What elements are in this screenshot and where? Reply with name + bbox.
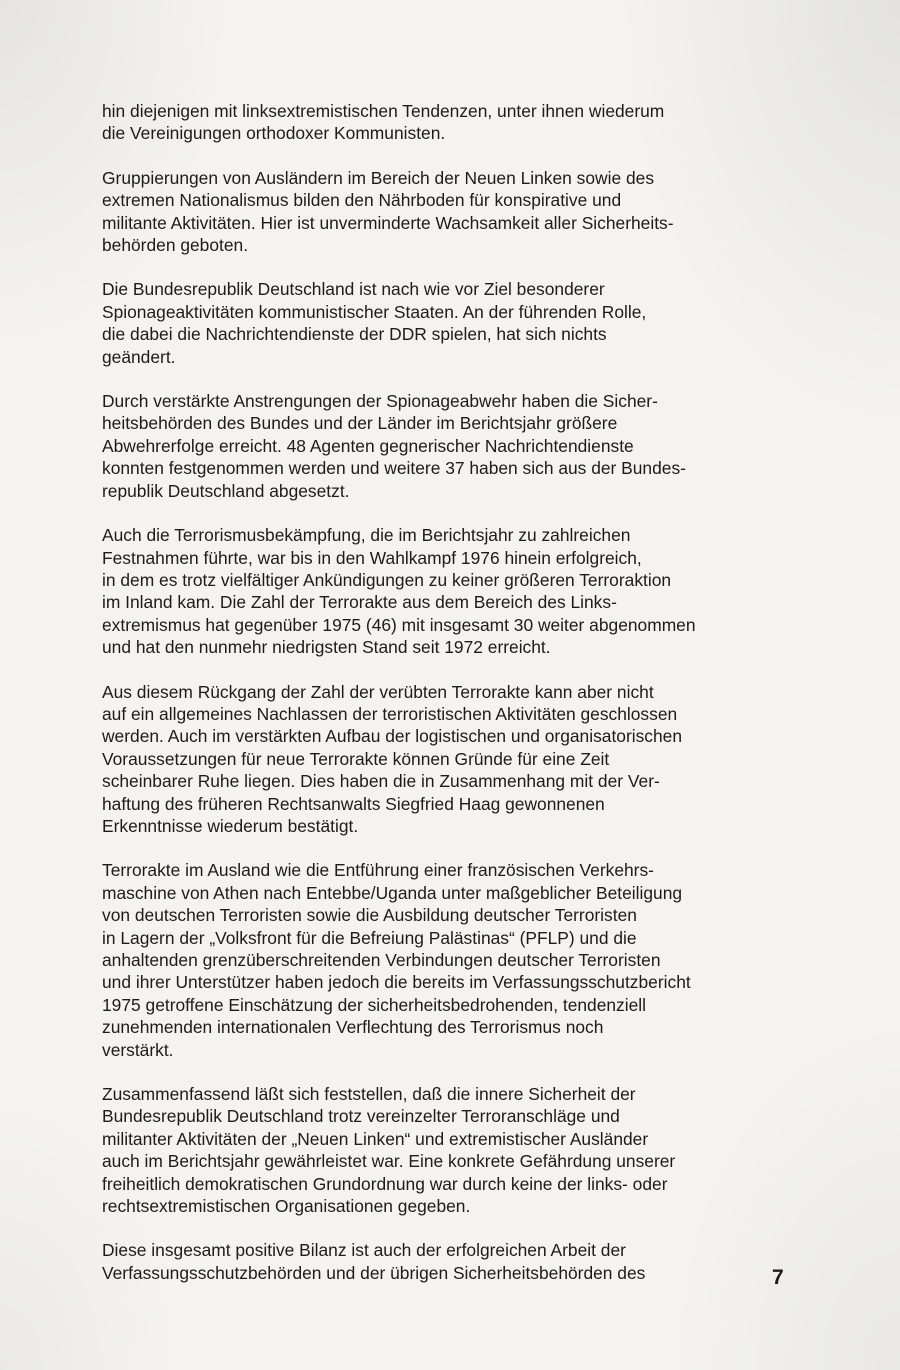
paragraph-3: Die Bundesrepublik Deutschland ist nach wie vor Ziel besonderer Spionageaktivitäten kommunistischer Staaten. An der führenden Rolle, die dabei die Nachrichtendienste der DDR spielen, hat sich nichts geändert. <box>102 279 647 367</box>
paragraph-6: Aus diesem Rückgang der Zahl der verübten Terrorakte kann aber nicht auf ein allgemeines Nachlassen der terroristischen Aktivitäten geschlossen werden. Auch im verstärkten Aufbau der logistischen und organisatorischen Voraussetzungen für neue Terrorakte können Gründe für eine Zeit scheinbarer Ruhe liegen. Dies haben die in Zusammenhang mit der Ver- haftung des früheren Rechtsanwalts Siegfried Haag gewonnenen Erkenntnisse wiederum bestätigt. <box>102 681 683 836</box>
paragraph-9: Diese insgesamt positive Bilanz ist auch der erfolgreichen Arbeit der Verfassungsschutzbehörden und der übrigen Sicherheitsbehörden des <box>102 1240 646 1283</box>
page-number: 7 <box>772 1266 784 1289</box>
paragraph-4: Durch verstärkte Anstrengungen der Spionageabwehr haben die Sicher- heitsbehörden des Bundes und der Länder im Berichtsjahr größere Abwehrerfolge erreicht. 48 Agenten gegnerischer Nachrichtendienste konnten festgenommen werden und weitere 37 haben sich aus der Bundes- republik Deutschland abgesetzt. <box>102 391 686 501</box>
paragraph-1: hin diejenigen mit linksextremistischen Tendenzen, unter ihnen wiederum die Vereinigungen orthodoxer Kommunisten. <box>102 101 665 144</box>
body-text <box>102 100 792 1306</box>
paragraph-8: Zusammenfassend läßt sich feststellen, daß die innere Sicherheit der Bundesrepublik Deutschland trotz vereinzelter Terroranschläge und militanter Aktivitäten der „Neuen Linken“ und extremistischer Ausländer auch im Berichtsjahr gewährleistet war. Eine konkrete Gefährdung unserer freiheitlich demokratischen Grundordnung war durch keine der links- oder rechtsextremistischen Organisationen gegeben. <box>102 1084 676 1217</box>
paragraph-7: Terrorakte im Ausland wie die Entführung einer französischen Verkehrs- maschine von Athen nach Entebbe/Uganda unter maßgeblicher Beteiligung von deutschen Terroristen sowie die Ausbildung deutscher Terroristen in Lagern der „Volksfront für die Befreiung Palästinas“ (PFLP) und die anhaltenden grenzüberschreitenden Verbindungen deutscher Terroristen und ihrer Unterstützer haben jedoch die bereits im Verfassungsschutzbericht 1975 getroffene Einschätzung der sicherheitsbedrohenden, tendenziell zunehmenden internationalen Verflechtung des Terrorismus noch verstärkt. <box>102 860 691 1060</box>
paragraph-2: Gruppierungen von Ausländern im Bereich der Neuen Linken sowie des extremen Nationalismus bilden den Nährboden für konspirative und militante Aktivitäten. Hier ist unverminderte Wachsamkeit aller Sicherheits- behörden geboten. <box>102 167 674 256</box>
paragraph-5: Auch die Terrorismusbekämpfung, die im Berichtsjahr zu zahlreichen Festnahmen führte, war bis in den Wahlkampf 1976 hinein erfolgreich, in dem es trotz vielfältiger Ankündigungen zu keiner größeren Terroraktion im Inland kam. Die Zahl der Terrorakte aus dem Bereich des Links- extremismus hat gegenüber 1975 (46) mit insgesamt 30 weiter abgenommen und hat den nunmehr niedrigsten Stand seit 1972 erreicht. <box>102 525 696 658</box>
